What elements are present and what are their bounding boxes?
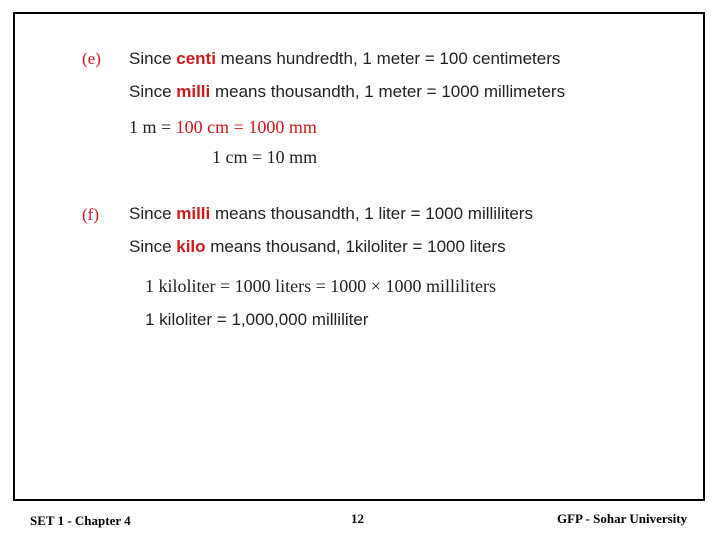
text-red: 1000 mm [248, 117, 317, 137]
text: Since [129, 237, 177, 256]
text: Since [129, 82, 177, 101]
section-e-line-2 [129, 82, 565, 102]
text-red: 100 cm [175, 117, 230, 137]
text: = 1000 × 1000 milliliters [311, 276, 496, 296]
section-e-line-1 [129, 49, 560, 69]
text: = [156, 117, 176, 137]
section-e-label: (e) [82, 49, 101, 68]
section-f-line-2 [129, 237, 506, 257]
prefix-keyword: milli [176, 82, 211, 101]
text: means hundredth, 1 meter = 100 centimeters [215, 49, 561, 68]
section-e-line-3 [129, 117, 317, 137]
text: means thousand, 1kiloliter = 1000 liters [205, 237, 506, 256]
footer-page-number: 12 [351, 511, 364, 526]
footer-institution: GFP - Sohar University [557, 511, 688, 526]
section-f-line-1 [129, 204, 533, 224]
section-f-label: (f) [82, 205, 99, 224]
section-f-line-3 [145, 276, 496, 296]
footer-chapter: SET 1 - Chapter 4 [30, 513, 131, 528]
section-e-line-4: 1 cm = 10 mm [212, 147, 318, 167]
prefix-keyword: kilo [176, 237, 206, 256]
section-f-line-4: 1 kiloliter = 1,000,000 milliliter [145, 310, 369, 329]
text: means thousandth, 1 meter = 1000 millimeters [210, 82, 566, 101]
text: 1 kiloliter [145, 276, 216, 296]
text: = 1000 liters [215, 276, 312, 296]
prefix-keyword: milli [176, 204, 211, 223]
prefix-keyword: centi [176, 49, 216, 68]
text: Since [129, 49, 177, 68]
text: 1 m [129, 117, 157, 137]
text-red: = [229, 117, 249, 137]
text: means thousandth, 1 liter = 1000 milliliters [210, 204, 533, 223]
text: Since [129, 204, 177, 223]
